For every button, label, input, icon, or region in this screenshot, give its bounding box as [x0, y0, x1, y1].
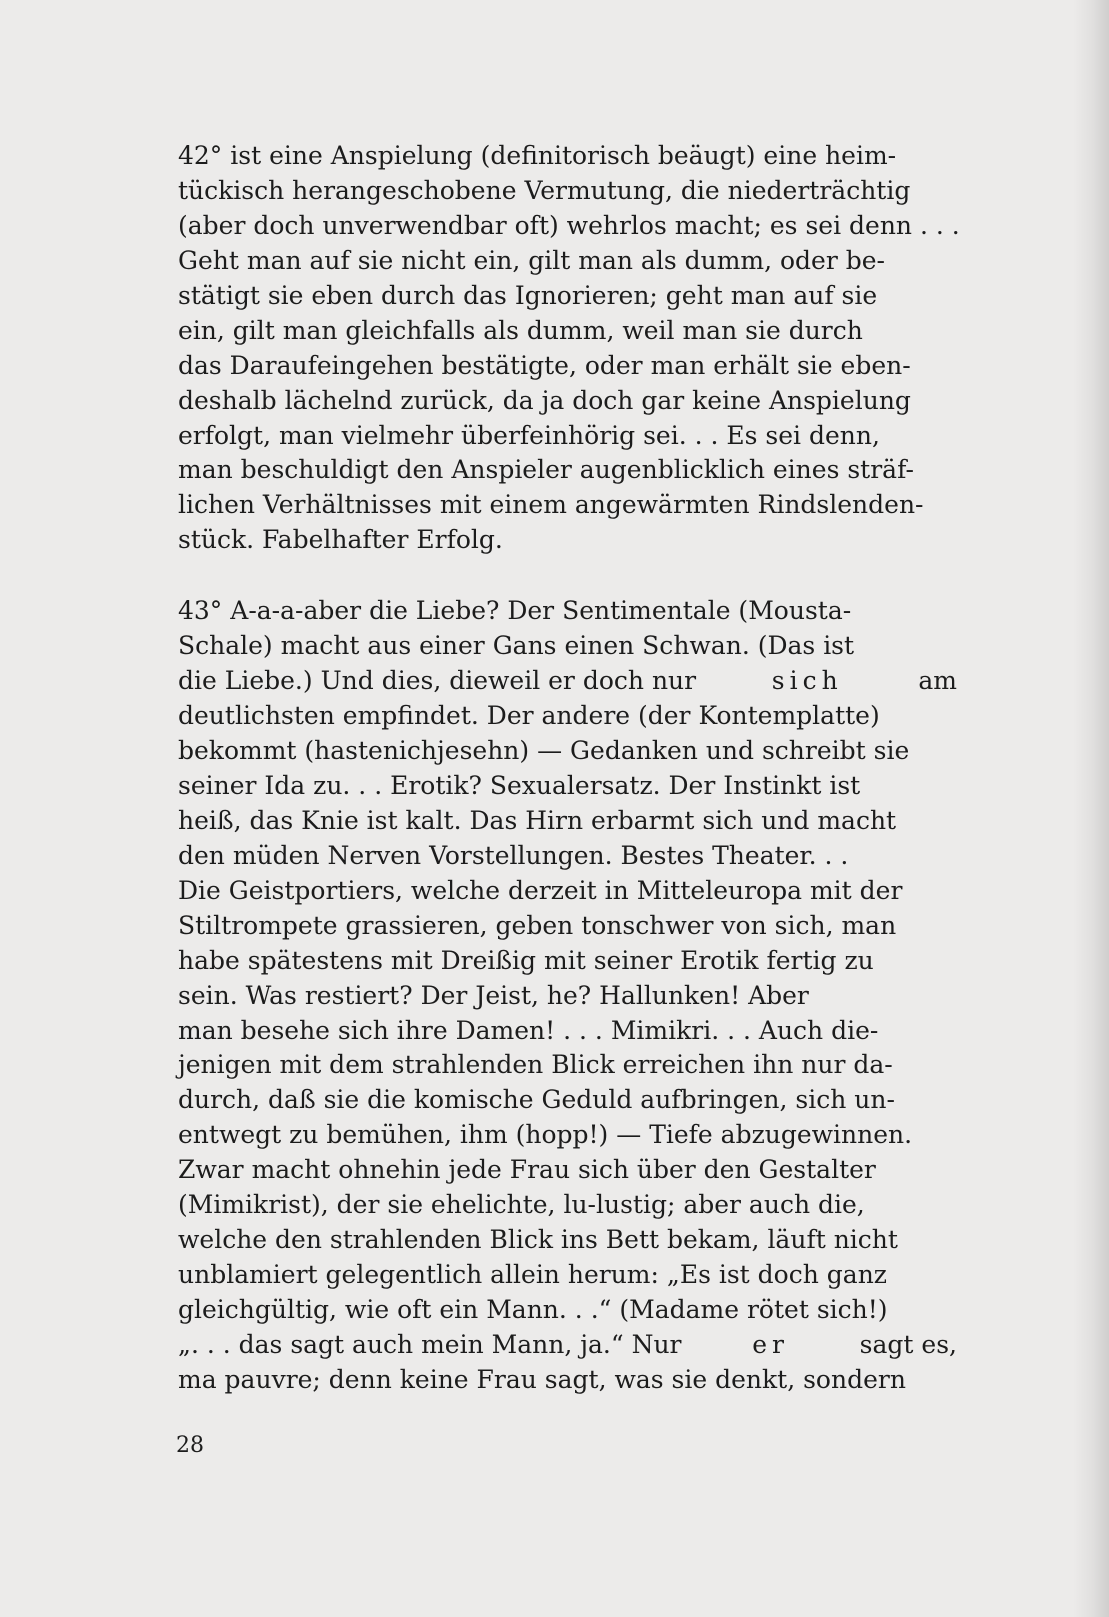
text-line: deshalb lächelnd zurück, da ja doch gar keine Anspielung — [178, 385, 911, 415]
text-line: unblamiert gelegentlich allein herum: „Es ist doch ganz — [178, 1260, 887, 1290]
text-line: deutlichsten empfindet. Der andere (der Kontemplatte) — [178, 701, 880, 731]
paragraph-43 — [178, 594, 957, 1398]
text-line: jenigen mit dem strahlenden Blick erreichen ihn nur da- — [178, 1050, 893, 1080]
text-line: seiner Ida zu. . . Erotik? Sexualersatz. Der Instinkt ist — [178, 770, 861, 800]
text-line: (aber doch unverwendbar oft) wehrlos macht; es sei denn . . . — [178, 210, 960, 240]
text-line: Stiltrompete grassieren, geben tonschwer von sich, man — [178, 910, 897, 940]
paragraph-42 — [178, 139, 960, 558]
text-line: die Liebe.) Und dies, dieweil er doch nur sich am — [178, 664, 957, 699]
text-line: erfolgt, man vielmehr überfeinhörig sei. . . Es sei denn, — [178, 420, 880, 450]
text-line: lichen Verhältnisses mit einem angewärmten Rindslenden- — [178, 490, 924, 520]
text-line: 43° A-a-a-aber die Liebe? Der Sentimentale (Mousta- — [178, 596, 852, 626]
text-line: heiß, das Knie ist kalt. Das Hirn erbarmt sich und macht — [178, 805, 897, 835]
text-line: sein. Was restiert? Der Jeist, he? Hallunken! Aber — [178, 980, 809, 1010]
text-line: Geht man auf sie nicht ein, gilt man als dumm, oder be- — [178, 245, 885, 275]
body-text — [178, 139, 960, 1398]
text-line: stätigt sie eben durch das Ignorieren; geht man auf sie — [178, 280, 878, 310]
text-line: man besehe sich ihre Damen! . . . Mimikri. . . Auch die- — [178, 1015, 879, 1045]
text-line: welche den strahlenden Blick ins Bett bekam, läuft nicht — [178, 1225, 898, 1255]
text-line: Schale) macht aus einer Gans einen Schwan. (Das ist — [178, 631, 855, 661]
page-number: 28 — [176, 1433, 204, 1458]
text-line: durch, daß sie die komische Geduld aufbringen, sich un- — [178, 1085, 895, 1115]
text-line: gleichgültig, wie oft ein Mann. . .“ (Madame rötet sich!) — [178, 1295, 888, 1324]
text-line: entwegt zu bemühen, ihm (hopp!) — Tiefe abzugewinnen. — [178, 1120, 913, 1150]
text-line: stück. Fabelhafter Erfolg. — [178, 525, 503, 555]
emphasized-word: sich — [771, 666, 843, 696]
text-line: ein, gilt man gleichfalls als dumm, weil man sie durch — [178, 315, 863, 345]
page-edge-shadow — [1073, 0, 1109, 1617]
paragraph-gap — [178, 558, 957, 594]
text-line: das Daraufeingehen bestätigte, oder man erhält sie eben- — [178, 350, 911, 380]
text-line: bekommt (hastenichjesehn) — Gedanken und schreibt sie — [178, 736, 910, 765]
text-line: Die Geistportiers, welche derzeit in Mitteleuropa mit der — [178, 875, 903, 905]
text-line: „. . . das sagt auch mein Mann, ja.“ Nur er sagt es, — [178, 1328, 957, 1363]
text-line: (Mimikrist), der sie ehelichte, lu-lustig; aber auch die, — [178, 1190, 865, 1220]
text-line: Zwar macht ohnehin jede Frau sich über den Gestalter — [178, 1155, 876, 1185]
text-line: ma pauvre; denn keine Frau sagt, was sie denkt, sondern — [178, 1364, 906, 1394]
emphasized-word: er — [752, 1329, 789, 1359]
text-line: den müden Nerven Vorstellungen. Bestes Theater. . . — [178, 840, 849, 870]
text-line: tückisch herangeschobene Vermutung, die niederträchtig — [178, 175, 911, 205]
text-line: man beschuldigt den Anspieler augenblicklich eines sträf- — [178, 455, 914, 485]
text-line: 42° ist eine Anspielung (definitorisch beäugt) eine heim- — [178, 141, 897, 170]
text-line: habe spätestens mit Dreißig mit seiner Erotik fertig zu — [178, 945, 874, 975]
